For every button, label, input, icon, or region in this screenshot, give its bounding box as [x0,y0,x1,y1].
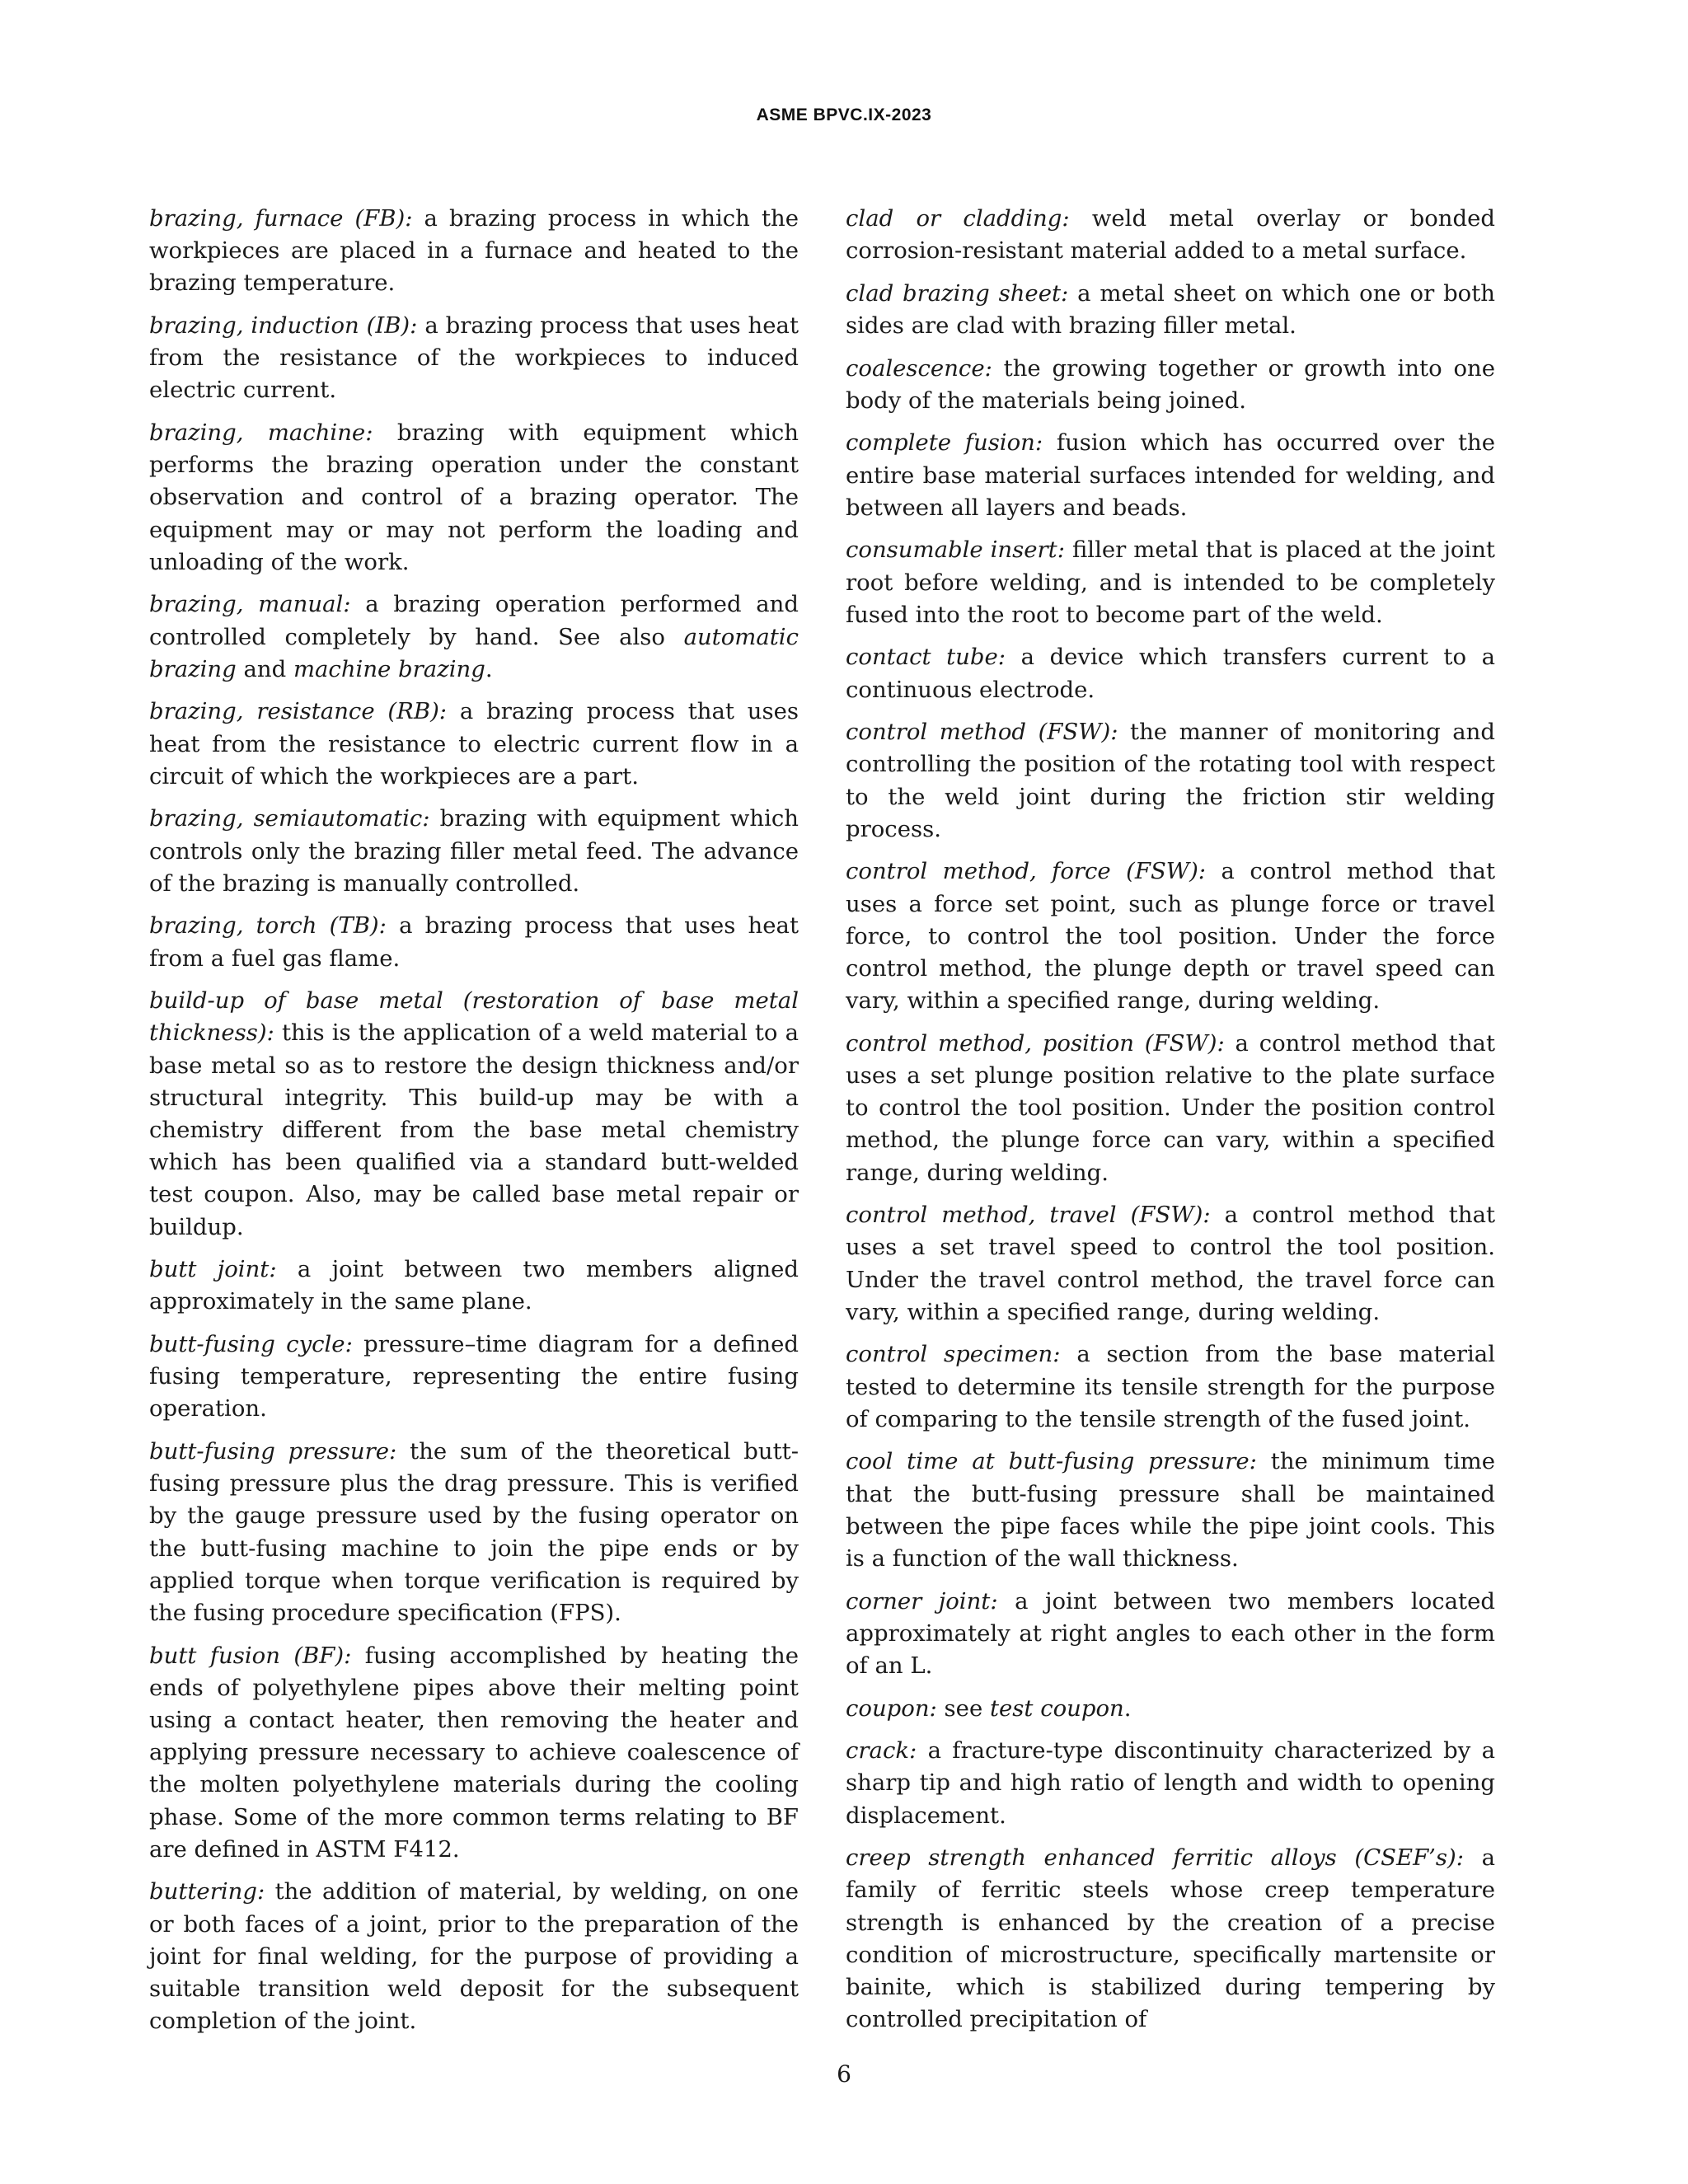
entry-term: complete fusion: [846,429,1043,457]
entry-term: build-up of base metal (restoration of base metal thickness): [149,987,799,1047]
glossary-entry [149,1329,799,1426]
glossary-entry [149,1254,799,1318]
cross-reference: test coupon [989,1694,1124,1722]
entry-term: cool time at butt-fusing pressure: [846,1448,1257,1475]
entry-term: brazing, resistance (RB): [149,698,448,725]
entry-definition: a metal sheet on which one or both sides are clad with brazing filler metal. [846,279,1495,339]
entry-term: coalescence: [846,354,992,382]
entry-term: corner joint: [846,1587,998,1615]
entry-term: control method, position (FSW): [846,1029,1225,1057]
entry-term: butt fusion (BF): [149,1642,352,1669]
entry-term: brazing, furnace (FB): [149,205,413,232]
entry-definition-end: . [485,655,493,682]
entry-term: consumable insert: [846,537,1065,564]
glossary-entry [149,1640,799,1866]
entry-definition: the manner of monitoring and controlling the position of the rotating tool with respect to the weld joint during the friction stir welding process. [846,719,1495,842]
cross-reference: automatic brazing [149,623,799,682]
left-column [149,203,799,2048]
page-number: 6 [837,2060,851,2088]
entry-term: brazing, induction (IB): [149,312,418,339]
glossary-entry [846,203,1495,267]
entry-term: control method, force (FSW): [846,858,1207,885]
entry-definition: a brazing process in which the workpieces are placed in a furnace and heated to the brazing temperature. [149,205,799,297]
glossary-entry [149,985,799,1244]
entry-definition: a control method that uses a set plunge position relative to the plate surface to control the tool position. Under the position control method, the plunge force can vary, within a specified range, during welding. [846,1029,1496,1186]
glossary-entry [846,1338,1495,1436]
glossary-entry [846,1693,1495,1725]
entry-term: butt joint: [149,1256,277,1283]
glossary-entry [149,1876,799,2037]
glossary-entry [846,353,1495,417]
entry-definition: a device which transfers current to a continuous electrode. [846,644,1496,703]
entry-definition: a brazing process that uses heat from the resistance to electric current flow in a circuit of which the workpieces are a part. [149,698,799,790]
entry-term: brazing, machine: [149,419,373,446]
glossary-entry [149,310,799,407]
entry-definition-connector: and [236,655,293,682]
entry-definition: fusion which has occurred over the entire base material surfaces intended for welding, and between all layers and beads. [846,429,1495,521]
entry-definition: a fracture-type discontinuity characterized by a sharp tip and high ratio of length and width to opening displacement. [846,1737,1495,1829]
entry-definition: filler metal that is placed at the joint root before welding, and is intended to be completely fused into the root to become part of the weld. [846,537,1495,628]
entry-definition-end: . [1123,1694,1132,1722]
entry-term: contact tube: [846,644,1006,671]
entry-definition: the addition of material, by welding, on one or both faces of a joint, prior to the preparation of the joint for final welding, for the purpose of providing a suitable transition weld deposit for the subsequent completion of the joint. [149,1878,799,2035]
glossary-entry [846,1028,1495,1189]
glossary-entry [149,417,799,579]
entry-definition: a family of ferritic steels whose creep temperature strength is enhanced by the creation of a precise condition of microstructure, specifically martensite or bainite, which is stabilized during tempering by controlled precipitation of [846,1844,1495,2033]
entry-definition: a control method that uses a force set point, such as plunge force or travel force, to control the tool position. Under the force control method, the plunge depth or travel speed can vary, within a specified range, during welding. [846,858,1496,1015]
entry-term: crack: [846,1737,917,1765]
glossary-entry [846,1735,1495,1832]
cross-reference: machine brazing [293,655,485,682]
glossary-entry [149,910,799,974]
glossary-entry [846,427,1495,524]
entry-term: control method, travel (FSW): [846,1202,1211,1229]
entry-term: butt-fusing pressure: [149,1438,397,1465]
entry-definition: pressure–time diagram for a defined fusing temperature, representing the entire fusing operation. [149,1331,799,1422]
glossary-entry [846,1199,1495,1329]
entry-term: coupon: [846,1694,937,1722]
glossary-entry [846,1586,1495,1683]
glossary-entry [846,534,1495,631]
entry-term: creep strength enhanced ferritic alloys (CSEF’s): [846,1844,1464,1872]
glossary-entry [846,855,1495,1017]
entry-definition: a brazing process that uses heat from a fuel gas flame. [149,912,799,972]
entry-term: brazing, semiautomatic: [149,805,430,832]
entry-definition: this is the application of a weld material to a base metal so as to restore the design thickness and/or structural integrity. This build-up may be with a chemistry different from the base metal chemistry which has been qualified via a standard butt-welded test coupon. Also, may be called base metal repair or buildup. [149,1019,799,1240]
entry-term: brazing, torch (TB): [149,912,387,940]
entry-definition: fusing accomplished by heating the ends of polyethylene pipes above their melting point using a contact heater, then removing the heater and applying pressure necessary to achieve coalescence of the molten polyethylene materials during the cooling phase. Some of the more common terms relating to BF are defined in ASTM F412. [149,1642,799,1863]
glossary-entry [846,641,1495,705]
entry-term: control method (FSW): [846,719,1118,746]
entry-definition: a joint between two members located approximately at right angles to each other in the form of an L. [846,1587,1495,1680]
glossary-entry [149,588,799,686]
glossary-entry [846,278,1495,342]
entry-term: clad brazing sheet: [846,279,1069,307]
glossary-entry [149,696,799,793]
entry-definition: the minimum time that the butt-fusing pressure shall be maintained between the pipe faces while the pipe joint cools. This is a function of the wall thickness. [846,1448,1495,1572]
glossary-entry [846,716,1495,846]
entry-definition: the sum of the theoretical butt-fusing pressure plus the drag pressure. This is verified by the gauge pressure used by the fusing operator on the butt-fusing machine to join the pipe ends or by applied torque when torque verification is required by the fusing procedure specification (FPS). [149,1438,799,1627]
entry-definition: a brazing process that uses heat from the resistance of the workpieces to induced electric current. [149,312,799,404]
entry-term: buttering: [149,1878,265,1905]
running-title: ASME BPVC.IX-2023 [756,105,932,124]
entry-definition: weld metal overlay or bonded corrosion-resistant material added to a metal surface. [846,205,1495,265]
entry-definition: brazing with equipment which performs the brazing operation under the constant observation and control of a brazing operator. The equipment may or may not perform the loading and unloading of the work. [149,419,799,575]
entry-definition: a section from the base material tested to determine its tensile strength for the purpose of comparing to the tensile strength of the fused joint. [846,1341,1495,1432]
entry-definition: see [936,1694,990,1722]
glossary-entry [846,1842,1495,2036]
entry-term: control specimen: [846,1341,1061,1368]
entry-definition: a control method that uses a set travel speed to control the tool position. Under the travel control method, the travel force can vary, within a specified range, during welding. [846,1202,1496,1325]
glossary-entry [149,203,799,300]
entry-definition: a joint between two members aligned approximately in the same plane. [149,1256,799,1315]
glossary-entry [149,1436,799,1629]
right-column [846,203,1495,2046]
entry-definition: a brazing operation performed and controlled completely by hand. See also [149,591,799,650]
entry-term: clad or cladding: [846,205,1070,232]
entry-term: butt-fusing cycle: [149,1331,353,1358]
entry-definition: the growing together or growth into one body of the materials being joined. [846,354,1495,414]
entry-definition: brazing with equipment which controls only the brazing filler metal feed. The advance of the brazing is manually controlled. [149,805,799,897]
glossary-entry [846,1446,1495,1575]
entry-term: brazing, manual: [149,591,351,618]
glossary-entry [149,803,799,900]
